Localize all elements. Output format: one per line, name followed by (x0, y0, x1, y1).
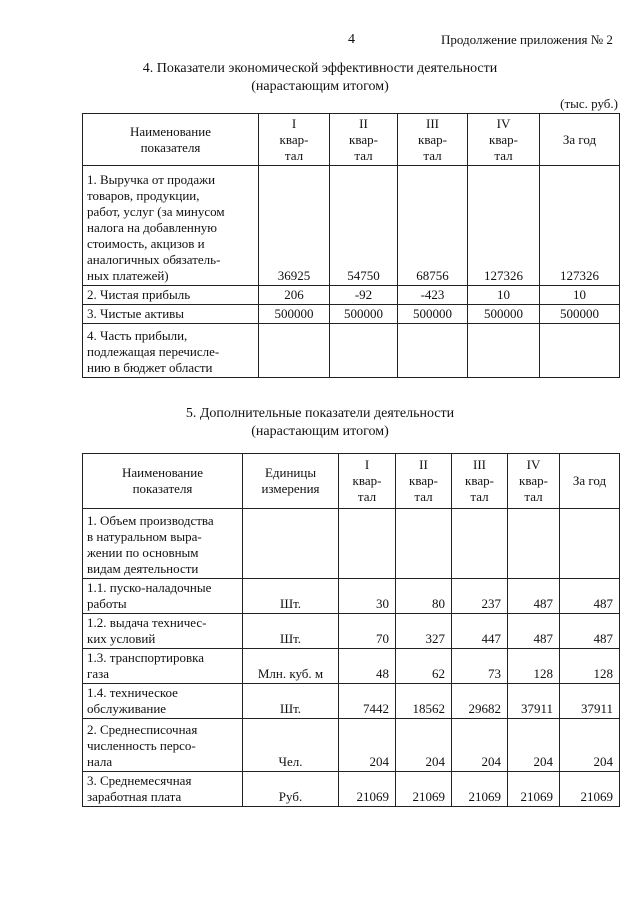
cell-q3: 447 (452, 614, 508, 649)
cell-q1 (339, 509, 396, 579)
table-row (83, 305, 620, 324)
cell-year: 204 (560, 719, 620, 772)
cell-q4 (508, 509, 560, 579)
section5-subtitle: (нарастающим итогом) (251, 424, 389, 439)
table-row (83, 614, 620, 649)
cell-q2 (330, 324, 398, 378)
cell-q2: 500000 (330, 305, 398, 324)
cell-year: 500000 (540, 305, 620, 324)
cell-q2: 327 (396, 614, 452, 649)
cell-q4: 10 (468, 286, 540, 305)
row-name: 4. Часть прибыли, подлежащая перечисле- нию в бюджет области (83, 324, 259, 378)
row-name: 1.3. транспортировка газа (83, 649, 243, 684)
cell-q4: 500000 (468, 305, 540, 324)
cell-q1: 36925 (259, 166, 330, 286)
row-name: 1.1. пуско-наладочные работы (83, 579, 243, 614)
cell-unit: Шт. (243, 684, 339, 719)
cell-q3: 73 (452, 649, 508, 684)
table-row (83, 166, 620, 286)
table-row (83, 684, 620, 719)
table-row (83, 286, 620, 305)
cell-q3: 237 (452, 579, 508, 614)
cell-year: 127326 (540, 166, 620, 286)
cell-q4: 204 (508, 719, 560, 772)
column-header-q3: III квар- тал (452, 454, 508, 509)
section4-title: 4. Показатели экономической эффективности деятельности (142, 61, 498, 76)
cell-q1: 48 (339, 649, 396, 684)
cell-q3 (452, 509, 508, 579)
unit-note: (тыс. руб.) (560, 96, 618, 111)
table-row (83, 509, 620, 579)
cell-q3: 500000 (398, 305, 468, 324)
cell-q2: 18562 (396, 684, 452, 719)
cell-year: 487 (560, 579, 620, 614)
row-name: 2. Среднесписочная численность персо- нала (83, 719, 243, 772)
additional-indicators-table (82, 453, 620, 807)
cell-q2: 204 (396, 719, 452, 772)
cell-q1: 30 (339, 579, 396, 614)
row-name: 1.4. техническое обслуживание (83, 684, 243, 719)
table-row (83, 719, 620, 772)
cell-q1: 206 (259, 286, 330, 305)
cell-unit: Млн. куб. м (243, 649, 339, 684)
column-header-q2: II квар- тал (330, 114, 398, 166)
cell-q4 (468, 324, 540, 378)
cell-unit: Чел. (243, 719, 339, 772)
economic-efficiency-table (82, 113, 620, 378)
cell-year: 487 (560, 614, 620, 649)
continuation-note: Продолжение приложения № 2 (441, 32, 613, 47)
column-header-year: За год (540, 114, 620, 166)
cell-q3: 68756 (398, 166, 468, 286)
cell-q2: -92 (330, 286, 398, 305)
cell-q4: 128 (508, 649, 560, 684)
row-name: 2. Чистая прибыль (83, 286, 259, 305)
cell-year: 128 (560, 649, 620, 684)
cell-q1: 500000 (259, 305, 330, 324)
column-header-q4: IV квар- тал (508, 454, 560, 509)
column-header-q1: I квар- тал (259, 114, 330, 166)
column-header-indicator: Наименование показателя (83, 454, 243, 509)
column-header-q2: II квар- тал (396, 454, 452, 509)
cell-year: 21069 (560, 772, 620, 807)
cell-q2: 80 (396, 579, 452, 614)
cell-year: 10 (540, 286, 620, 305)
cell-q3: 21069 (452, 772, 508, 807)
cell-q1 (259, 324, 330, 378)
cell-q4: 487 (508, 614, 560, 649)
cell-unit: Шт. (243, 579, 339, 614)
cell-q1: 204 (339, 719, 396, 772)
column-header-indicator: Наименование показателя (83, 114, 259, 166)
table-header-row (83, 114, 620, 166)
row-name: 1. Объем производства в натуральном выра- жении по основным видам деятельности (83, 509, 243, 579)
cell-q3: 29682 (452, 684, 508, 719)
cell-year (540, 324, 620, 378)
cell-q4: 127326 (468, 166, 540, 286)
cell-q4: 487 (508, 579, 560, 614)
cell-year: 37911 (560, 684, 620, 719)
column-header-q3: III квар- тал (398, 114, 468, 166)
cell-unit: Руб. (243, 772, 339, 807)
column-header-year: За год (560, 454, 620, 509)
cell-year (560, 509, 620, 579)
table-row (83, 324, 620, 378)
column-header-q1: I квар- тал (339, 454, 396, 509)
cell-unit: Шт. (243, 614, 339, 649)
table-row (83, 772, 620, 807)
cell-unit (243, 509, 339, 579)
column-header-q4: IV квар- тал (468, 114, 540, 166)
table-row (83, 579, 620, 614)
cell-q1: 7442 (339, 684, 396, 719)
row-name: 3. Чистые активы (83, 305, 259, 324)
row-name: 3. Среднемесячная заработная плата (83, 772, 243, 807)
cell-q3: 204 (452, 719, 508, 772)
cell-q4: 21069 (508, 772, 560, 807)
cell-q2: 62 (396, 649, 452, 684)
cell-q1: 21069 (339, 772, 396, 807)
cell-q2: 54750 (330, 166, 398, 286)
cell-q3: -423 (398, 286, 468, 305)
column-header-unit: Единицы измерения (243, 454, 339, 509)
row-name: 1.2. выдача техничес- ких условий (83, 614, 243, 649)
row-name: 1. Выручка от продажи товаров, продукции, работ, услуг (за минусом налога на добавленную стоимость, акцизов и аналогичных обязатель- ных платежей) (83, 166, 259, 286)
section5-title: 5. Дополнительные показатели деятельности (185, 406, 455, 421)
cell-q2 (396, 509, 452, 579)
table-header-row (83, 454, 620, 509)
cell-q3 (398, 324, 468, 378)
cell-q4: 37911 (508, 684, 560, 719)
cell-q2: 21069 (396, 772, 452, 807)
table-row (83, 649, 620, 684)
section4-subtitle: (нарастающим итогом) (251, 79, 389, 94)
page-number: 4 (348, 32, 355, 47)
cell-q1: 70 (339, 614, 396, 649)
